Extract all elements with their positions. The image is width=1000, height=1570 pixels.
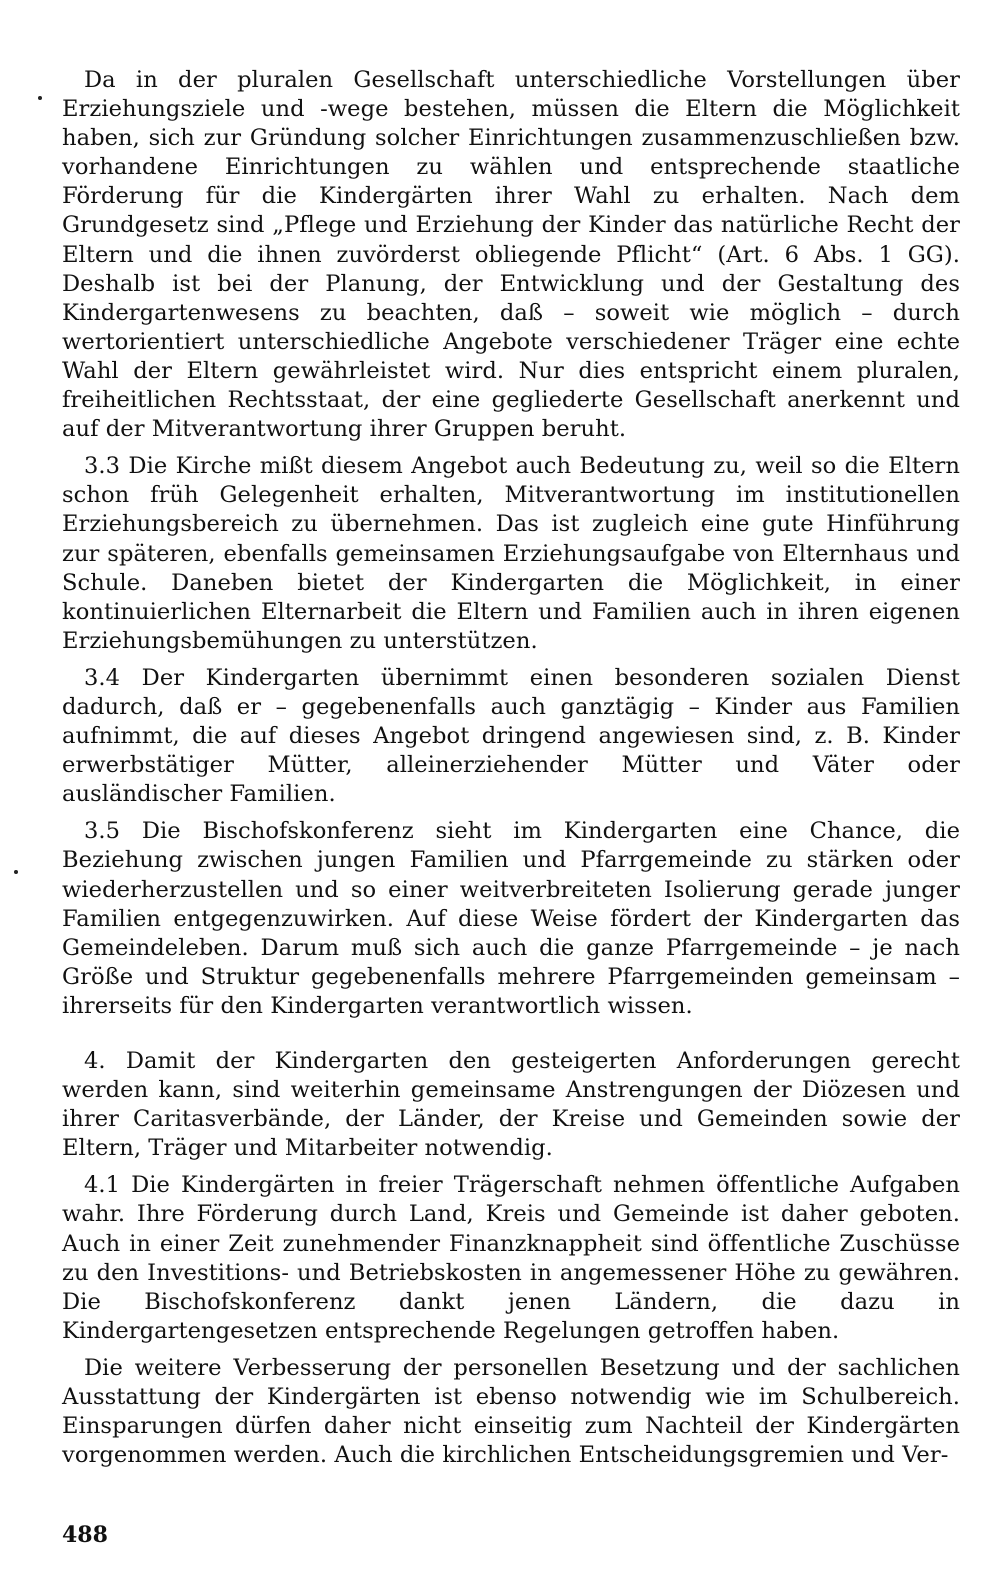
paragraph-4-1: 4.1 Die Kindergärten in freier Trägerschaft nehmen öffentliche Aufgaben wahr. Ihre Förderung durch Land, Kreis und Gemeinde ist daher geboten. Auch in einer Zeit zunehmender Finanzknappheit sind öffentliche Zuschüsse zu den Investitions- und Betriebskosten in angemessener Höhe zu gewähren. Die Bischofskonferenz dankt jenen Ländern, die dazu in Kindergartengesetzen entsprechende Regelungen getroffen haben. [62, 1172, 960, 1344]
paragraph-3-5: 3.5 Die Bischofskonferenz sieht im Kindergarten eine Chance, die Beziehung zwischen jungen Familien und Pfarrgemeinde zu stärken oder wiederherzustellen und so einer weitverbreiteten Isolierung gerade junger Familien entgegenzuwirken. Auf diese Weise fördert der Kindergarten das Gemeindeleben. Darum muß sich auch die ganze Pfarrgemeinde – je nach Größe und Struktur gegebenenfalls mehrere Pfarrgemeinden gemeinsam – ihrerseits für den Kindergarten verantwortlich wissen. [62, 818, 960, 1019]
margin-speck-middle [14, 870, 18, 874]
paragraph-plurality: Da in der pluralen Gesellschaft unterschiedliche Vorstellungen über Erziehungsziele und -wege bestehen, müssen die Eltern die Möglichkeit haben, sich zur Gründung solcher Einrichtungen zusammenzuschließen bzw. vorhandene Einrichtungen zu wählen und entsprechende staatliche Förderung für die Kindergärten ihrer Wahl zu erhalten. Nach dem Grundgesetz sind „Pflege und Erziehung der Kinder das natürliche Recht der Eltern und die ihnen zuvörderst obliegende Pflicht“ (Art. 6 Abs. 1 GG). Deshalb ist bei der Planung, der Entwicklung und der Gestaltung des Kindergartenwesens zu beachten, daß – soweit wie möglich – durch wertorientiert unterschiedliche Angebote verschiedener Träger eine echte Wahl der Eltern gewährleistet wird. Nur dies entspricht einem pluralen, freiheitlichen Rechtsstaat, der eine gegliederte Gesellschaft anerkennt und auf der Mitverantwortung ihrer Gruppen beruht. [62, 67, 960, 443]
document-page [62, 66, 960, 1470]
page-number: 488 [62, 1522, 108, 1548]
paragraph-4: 4. Damit der Kindergarten den gesteigerten Anforderungen gerecht werden kann, sind weiterhin gemeinsame Anstrengungen der Diözesen und ihrer Caritasverbände, der Länder, der Kreise und Gemeinden sowie der Eltern, Träger und Mitarbeiter notwendig. [62, 1048, 960, 1162]
paragraph-3-4: 3.4 Der Kindergarten übernimmt einen besonderen sozialen Dienst dadurch, daß er – gegebenenfalls auch ganztägig – Kinder aus Familien aufnimmt, die auf dieses Angebot dringend angewiesen sind, z. B. Kinder erwerbstätiger Mütter, alleinerziehender Mütter und Väter oder ausländischer Familien. [62, 664, 960, 808]
paragraph-3-3: 3.3 Die Kirche mißt diesem Angebot auch Bedeutung zu, weil so die Eltern schon früh Gelegenheit erhalten, Mitverantwortung im institutionellen Erziehungsbereich zu übernehmen. Das ist zugleich eine gute Hinführung zur späteren, ebenfalls gemeinsamen Erziehungsaufgabe von Elternhaus und Schule. Daneben bietet der Kindergarten die Möglichkeit, in einer kontinuierlichen Elternarbeit die Eltern und Familien auch in ihren eigenen Erziehungsbemühungen zu unterstützen. [62, 453, 960, 654]
paragraph-staffing: Die weitere Verbesserung der personellen Besetzung und der sachlichen Ausstattung der Kindergärten ist ebenso notwendig wie im Schulbereich. Einsparungen dürfen daher nicht einseitig zum Nachteil der Kindergärten vorgenommen werden. Auch die kirchlichen Entscheidungsgremien und Ver- [62, 1354, 960, 1469]
margin-speck-top [38, 96, 42, 100]
